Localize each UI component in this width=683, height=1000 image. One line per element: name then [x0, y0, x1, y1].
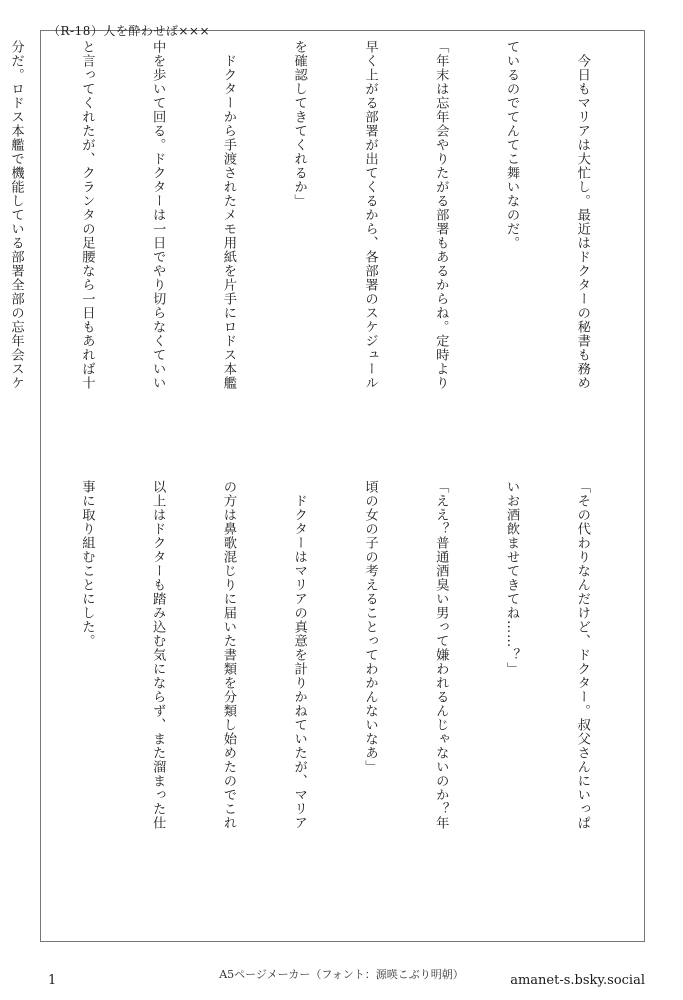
- text-line: 中を歩いて回る。ドクターは一日でやり切らなくていい: [150, 40, 166, 390]
- text-column-bottom: [0, 480, 641, 910]
- text-line: 「ええ？普通酒臭い男って嫌われるんじゃないのか？年: [433, 480, 449, 830]
- text-line: ドクターから手渡されたメモ用紙を片手にロドス本艦: [220, 40, 236, 390]
- text-line: 分だ。ロドス本艦で機能している部署全部の忘年会スケ: [8, 40, 24, 390]
- page-number: 1: [48, 973, 57, 988]
- text-line: 「その代わりなんだけど、ドクター。叔父さんにいっぱ: [574, 480, 590, 830]
- text-line: ドクターはマリアの真意を計りかねていたが、マリア: [291, 480, 307, 830]
- text-line: いお酒飲ませてきてね……？」: [504, 480, 520, 676]
- text-line: 以上はドクターも踏み込む気にならず、また溜まった仕: [150, 480, 166, 830]
- page-header: （R-18）人を酔わせば×××: [48, 24, 211, 38]
- text-line: を確認してきてくれるか」: [291, 40, 307, 208]
- text-line: 「年末は忘年会やりたがる部署もあるからね。定時より: [433, 40, 449, 390]
- text-column-top: [0, 40, 641, 470]
- text-line: と言ってくれたが、クランタの足腰なら一日もあれば十: [79, 40, 95, 390]
- text-line: 早く上がる部署が出てくるから、各部署のスケジュール: [362, 40, 378, 390]
- author-link[interactable]: amanet-s.bsky.social: [510, 973, 645, 988]
- text-line: 事に取り組むことにした。: [79, 480, 95, 648]
- text-line: 今日もマリアは大忙し。最近はドクターの秘書も務め: [574, 40, 590, 390]
- text-line: の方は鼻歌混じりに届いた書類を分類し始めたのでこれ: [220, 480, 236, 830]
- generator-credit: A5ページメーカー（フォント：源暎こぶり明朝）: [219, 968, 464, 981]
- text-line: ているのでてんてこ舞いなのだ。: [504, 40, 520, 250]
- text-line: 頃の女の子の考えることってわかんないなあ」: [362, 480, 378, 774]
